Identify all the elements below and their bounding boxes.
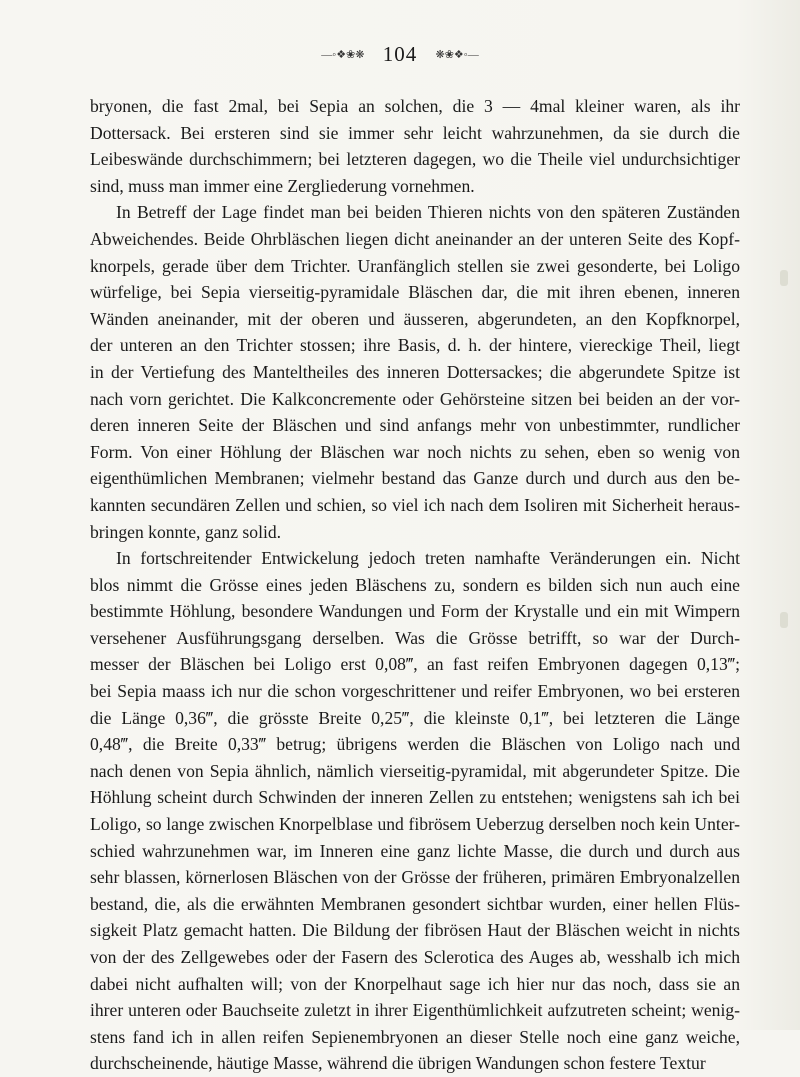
text-line: Höhlung scheint durch Schwinden der inneren Zellen zu entstehen; wenigstens sah ich bei bbox=[90, 787, 740, 808]
text-line: 0,48‴, die Breite 0,33‴ betrug; übrigens werden die Bläschen von Loligo nach und bbox=[90, 734, 740, 755]
text-line: sind, muss man immer eine Zergliederung vornehmen. bbox=[90, 175, 475, 196]
text-line: stens fand ich in allen reifen Sepienembryonen an dieser Stelle noch eine ganz weiche, bbox=[90, 1026, 740, 1047]
text-line: In fortschreitender Entwickelung jedoch treten namhafte Veränderungen ein. Nicht bbox=[116, 548, 740, 569]
text-line: In Betreff der Lage findet man bei beiden Thieren nichts von den späteren Zuständen bbox=[116, 202, 740, 223]
text-line: sehr blassen, körnerlosen Bläschen von der Grösse der früheren, primären Embryonalzellen bbox=[90, 867, 740, 888]
text-line: nach vorn gerichtet. Die Kalkconcremente oder Gehörsteine sitzen bei beiden an der vor- bbox=[90, 388, 740, 409]
text-line: eigenthümlichen Membranen; vielmehr bestand das Ganze durch und durch aus den be- bbox=[90, 468, 740, 489]
text-line: blos nimmt die Grösse eines jeden Bläschens zu, sondern es bilden sich nun auch eine bbox=[90, 574, 740, 595]
ornament-left: —◦❖❀❋ bbox=[321, 48, 365, 61]
text-line: schied wahrzunehmen war, im Inneren eine ganz lichte Masse, die durch und durch aus bbox=[90, 840, 740, 861]
text-line: Dottersack. Bei ersteren sind sie immer sehr leicht wahrzunehmen, da sie durch die bbox=[90, 122, 740, 143]
text-line: Form. Von einer Höhlung der Bläschen war noch nichts zu sehen, eben so wenig von bbox=[90, 441, 740, 462]
paper-stain bbox=[780, 612, 788, 628]
paper-stain bbox=[780, 270, 788, 286]
body-text bbox=[90, 93, 740, 1077]
text-line: deren inneren Seite der Bläschen und sind anfangs mehr von unbestimmter, rundlicher bbox=[90, 415, 740, 436]
text-line: messer der Bläschen bei Loligo erst 0,08‴, an fast reifen Embryonen dagegen 0,13‴; bbox=[90, 654, 740, 675]
text-line: Wänden aneinander, mit der oberen und äusseren, abgerundeten, an den Kopfknorpel, bbox=[90, 308, 740, 329]
page-header bbox=[0, 40, 800, 67]
text-line: in der Vertiefung des Manteltheiles des inneren Dottersackes; die abgerundete Spitze ist bbox=[90, 361, 740, 382]
text-line: sigkeit Platz gemacht hatten. Die Bildung der fibrösen Haut der Bläschen weicht in nichts bbox=[90, 920, 740, 941]
text-line: durchscheinende, häutige Masse, während die übrigen Wandungen schon festere Textur bbox=[90, 1053, 706, 1074]
text-line: die Länge 0,36‴, die grösste Breite 0,25‴, die kleinste 0,1‴, bei letzteren die Länge bbox=[90, 707, 740, 728]
text-line: dabei nicht aufhalten will; von der Knorpelhaut sage ich hier nur das noch, dass sie an bbox=[90, 973, 740, 994]
text-line: nach denen von Sepia ähnlich, nämlich vierseitig-pyramidal, mit abgerundeter Spitze. Die bbox=[90, 760, 740, 781]
page-number: 104 bbox=[382, 41, 418, 66]
text-line: bestimmte Höhlung, besondere Wandungen und Form der Krystalle und ein mit Wimpern bbox=[90, 601, 740, 622]
text-line: ihrer unteren oder Bauchseite zuletzt in ihrer Eigenthümlichkeit aufzutreten scheint; wenig- bbox=[90, 1000, 740, 1021]
text-line: bestand, die, als die erwähnten Membranen gesondert sichtbar wurden, einer hellen Flüs- bbox=[90, 893, 740, 914]
text-line: von der des Zellgewebes oder der Fasern des Sclerotica des Auges ab, wesshalb ich mich bbox=[90, 947, 740, 967]
text-line: würfelige, bei Sepia vierseitig-pyramidale Bläschen dar, die mit ihren ebenen, inneren bbox=[90, 282, 740, 303]
text-line: knorpels, gerade über dem Trichter. Uranfänglich stellen sie zwei gesonderte, bei Loligo bbox=[90, 255, 740, 276]
text-line: versehener Ausführungsgang derselben. Was die Grösse betrifft, so war der Durch- bbox=[90, 627, 740, 648]
text-line: bei Sepia maass ich nur die schon vorgeschrittener und reifer Embryonen, wo bei ersteren bbox=[90, 681, 740, 702]
text-line: kannten secundären Zellen und schien, so viel ich nach dem Isoliren mit Sicherheit heraus- bbox=[90, 494, 740, 515]
text-line: bryonen, die fast 2mal, bei Sepia an solchen, die 3 — 4mal kleiner waren, als ihr bbox=[90, 96, 740, 116]
ornament-right: ❋❀❖◦— bbox=[435, 48, 479, 61]
text-line: Leibeswände durchschimmern; bei letzteren dagegen, wo die Theile viel undurchsichtiger bbox=[90, 149, 740, 170]
text-line: Abweichendes. Beide Ohrbläschen liegen dicht aneinander an der unteren Seite des Kopf- bbox=[90, 228, 740, 249]
text-line: bringen konnte, ganz solid. bbox=[90, 521, 282, 542]
text-line: der unteren an den Trichter stossen; ihre Basis, d. h. der hintere, viereckige Theil, liegt bbox=[90, 335, 740, 356]
text-line: Loligo, so lange zwischen Knorpelblase und fibrösem Ueberzug derselben noch kein Unter- bbox=[90, 814, 740, 835]
